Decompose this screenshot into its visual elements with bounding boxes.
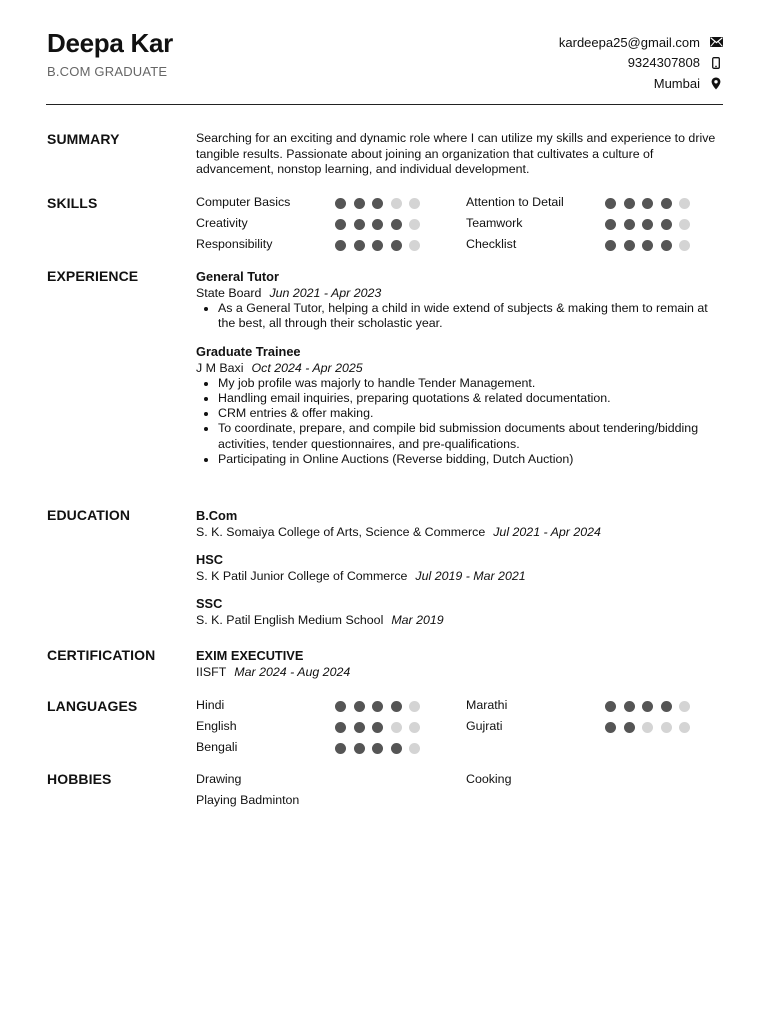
hobbies-body: [196, 771, 723, 808]
summary-heading: SUMMARY: [47, 131, 120, 147]
education-entry: [196, 595, 723, 628]
language-label: English: [196, 719, 237, 733]
experience-heading: EXPERIENCE: [47, 268, 139, 284]
education-entry: [196, 551, 723, 584]
education-degree: SSC: [196, 596, 223, 611]
phone-icon: [709, 56, 723, 70]
job-bullet: • My job profile was majorly to handle Tender Management.: [218, 376, 723, 391]
skill-item: [466, 195, 723, 212]
language-rating: [335, 701, 428, 712]
rating-dot-filled: [605, 198, 616, 209]
education-meta: [196, 612, 723, 628]
language-item: [196, 719, 466, 736]
certification-name: EXIM EXECUTIVE: [196, 648, 304, 663]
contact-phone[interactable]: 9324307808: [627, 55, 700, 71]
skill-rating: [605, 198, 698, 209]
rating-dot-filled: [605, 701, 616, 712]
skill-label: Checklist: [466, 237, 517, 251]
rating-dot-empty: [661, 722, 672, 733]
languages-heading: LANGUAGES: [47, 698, 138, 714]
rating-dot-filled: [335, 701, 346, 712]
rating-dot-filled: [642, 198, 653, 209]
rating-dot-filled: [661, 198, 672, 209]
education-dates: Mar 2019: [391, 613, 444, 627]
rating-dot-empty: [409, 219, 420, 230]
education-dates: Jul 2019 - Mar 2021: [415, 569, 526, 583]
rating-dot-filled: [372, 722, 383, 733]
hobby-item: Drawing: [196, 772, 242, 786]
rating-dot-empty: [679, 722, 690, 733]
language-rating: [605, 722, 698, 733]
rating-dot-filled: [642, 701, 653, 712]
education-dates: Jul 2021 - Apr 2024: [493, 525, 601, 539]
skill-item: [466, 237, 723, 254]
rating-dot-empty: [679, 701, 690, 712]
certification-heading: CERTIFICATION: [47, 647, 156, 663]
header-divider: [46, 104, 723, 105]
rating-dot-empty: [409, 198, 420, 209]
rating-dot-filled: [661, 219, 672, 230]
rating-dot-filled: [624, 701, 635, 712]
language-rating: [335, 722, 428, 733]
language-rating: [335, 743, 428, 754]
contact-email-row: [559, 32, 723, 53]
job-bullets: [196, 301, 723, 332]
skills-body: [196, 195, 723, 254]
hobbies-heading: HOBBIES: [47, 771, 112, 787]
rating-dot-filled: [624, 198, 635, 209]
certification-dates: Mar 2024 - Aug 2024: [234, 665, 351, 679]
language-label: Hindi: [196, 698, 225, 712]
rating-dot-filled: [372, 240, 383, 251]
rating-dot-filled: [642, 219, 653, 230]
summary-text: Searching for an exciting and dynamic role where I can utilize my skills and experience to drive tangible results. Passionate about joining an organization that cultivates a culture of advancement, nonstop learning, and individual development.: [196, 131, 716, 176]
rating-dot-empty: [679, 198, 690, 209]
job-bullet: • CRM entries & offer making.: [218, 406, 723, 421]
rating-dot-filled: [624, 219, 635, 230]
skill-label: Creativity: [196, 216, 248, 230]
rating-dot-empty: [391, 198, 402, 209]
rating-dot-filled: [391, 219, 402, 230]
contact-phone-row: [559, 53, 723, 74]
resume-header: [47, 28, 723, 106]
language-label: Marathi: [466, 698, 508, 712]
rating-dot-filled: [391, 743, 402, 754]
rating-dot-empty: [409, 701, 420, 712]
education-body: [196, 507, 723, 639]
rating-dot-filled: [354, 240, 365, 251]
certification-body: [196, 647, 723, 680]
job-title: General Tutor: [196, 269, 279, 284]
rating-dot-filled: [354, 743, 365, 754]
rating-dot-filled: [624, 722, 635, 733]
job-bullet: • To coordinate, prepare, and compile bid submission documents about tendering/bidding activities, tender questionnaires, and pre-qualifications.: [218, 421, 723, 452]
skill-label: Computer Basics: [196, 195, 291, 209]
education-meta: [196, 524, 723, 540]
contact-location-row: [559, 73, 723, 94]
job-bullet: • Participating in Online Auctions (Reverse bidding, Dutch Auction): [218, 452, 723, 467]
skill-item: [196, 216, 466, 233]
language-label: Bengali: [196, 740, 238, 754]
candidate-name: Deepa Kar: [47, 28, 173, 58]
skill-item: [466, 216, 723, 233]
skill-label: Responsibility: [196, 237, 273, 251]
job-meta: [196, 285, 723, 301]
rating-dot-empty: [409, 722, 420, 733]
rating-dot-filled: [605, 240, 616, 251]
rating-dot-filled: [372, 701, 383, 712]
job-dates: Oct 2024 - Apr 2025: [251, 360, 363, 375]
job-company: State Board: [196, 286, 262, 300]
skill-rating: [605, 240, 698, 251]
rating-dot-filled: [624, 240, 635, 251]
language-item: [196, 698, 466, 715]
certification-issuer: IISFT: [196, 665, 227, 679]
rating-dot-filled: [661, 701, 672, 712]
contact-block: [559, 32, 723, 94]
languages-grid: [196, 698, 723, 757]
rating-dot-filled: [391, 240, 402, 251]
contact-email[interactable]: kardeepa25@gmail.com: [558, 34, 700, 50]
experience-body: [196, 268, 723, 476]
skills-grid: [196, 195, 723, 254]
education-meta: [196, 568, 723, 584]
education-school: S. K. Patil English Medium School: [196, 613, 384, 627]
language-item: [196, 740, 466, 757]
hobbies-grid: [196, 771, 723, 808]
mail-icon: [709, 35, 723, 49]
skill-item: [196, 195, 466, 212]
language-rating: [605, 701, 698, 712]
rating-dot-filled: [335, 198, 346, 209]
rating-dot-empty: [391, 722, 402, 733]
education-degree: B.Com: [196, 508, 238, 523]
location-pin-icon: [709, 76, 723, 90]
skill-label: Attention to Detail: [466, 195, 564, 209]
rating-dot-empty: [409, 240, 420, 251]
skill-label: Teamwork: [466, 216, 523, 230]
skill-rating: [335, 240, 428, 251]
candidate-headline: B.COM GRADUATE: [47, 64, 168, 79]
rating-dot-filled: [605, 722, 616, 733]
rating-dot-filled: [354, 701, 365, 712]
rating-dot-filled: [335, 722, 346, 733]
job-bullet: • Handling email inquiries, preparing quotations & related documentation.: [218, 391, 723, 406]
education-degree: HSC: [196, 552, 224, 567]
rating-dot-filled: [335, 240, 346, 251]
rating-dot-filled: [354, 198, 365, 209]
rating-dot-filled: [661, 240, 672, 251]
skill-item: [196, 237, 466, 254]
education-school: S. K. Somaiya College of Arts, Science & Commerce: [196, 525, 486, 539]
skill-rating: [335, 198, 428, 209]
job-bullets: [196, 376, 723, 468]
hobby-item: Playing Badminton: [196, 793, 300, 807]
education-entry: [196, 507, 723, 540]
job-dates: Jun 2021 - Apr 2023: [269, 286, 382, 300]
rating-dot-empty: [679, 219, 690, 230]
education-school: S. K Patil Junior College of Commerce: [196, 569, 408, 583]
rating-dot-empty: [409, 743, 420, 754]
rating-dot-filled: [372, 743, 383, 754]
skills-heading: SKILLS: [47, 195, 98, 211]
certification-meta: [196, 664, 723, 680]
summary-body: [196, 131, 723, 178]
hobby-item: Cooking: [466, 772, 512, 786]
rating-dot-filled: [391, 701, 402, 712]
rating-dot-filled: [642, 240, 653, 251]
rating-dot-filled: [605, 219, 616, 230]
job-title: Graduate Trainee: [196, 343, 301, 359]
rating-dot-filled: [335, 219, 346, 230]
job-bullet: • As a General Tutor, helping a child in wide extend of subjects & making them to remain at the best, all through their scholastic year.: [218, 301, 723, 332]
contact-location: Mumbai: [653, 75, 700, 91]
rating-dot-filled: [335, 743, 346, 754]
job-entry: [196, 268, 723, 332]
skill-rating: [335, 219, 428, 230]
job-entry: [196, 343, 723, 468]
language-item: [466, 698, 723, 715]
rating-dot-filled: [372, 219, 383, 230]
education-heading: EDUCATION: [47, 507, 131, 523]
rating-dot-filled: [354, 722, 365, 733]
language-label: Gujrati: [466, 719, 503, 733]
rating-dot-filled: [354, 219, 365, 230]
rating-dot-empty: [679, 240, 690, 251]
rating-dot-empty: [642, 722, 653, 733]
job-company: J M Baxi: [196, 360, 244, 375]
language-item: [466, 719, 723, 736]
languages-body: [196, 698, 723, 757]
skill-rating: [605, 219, 698, 230]
rating-dot-filled: [372, 198, 383, 209]
job-meta: [196, 360, 723, 376]
